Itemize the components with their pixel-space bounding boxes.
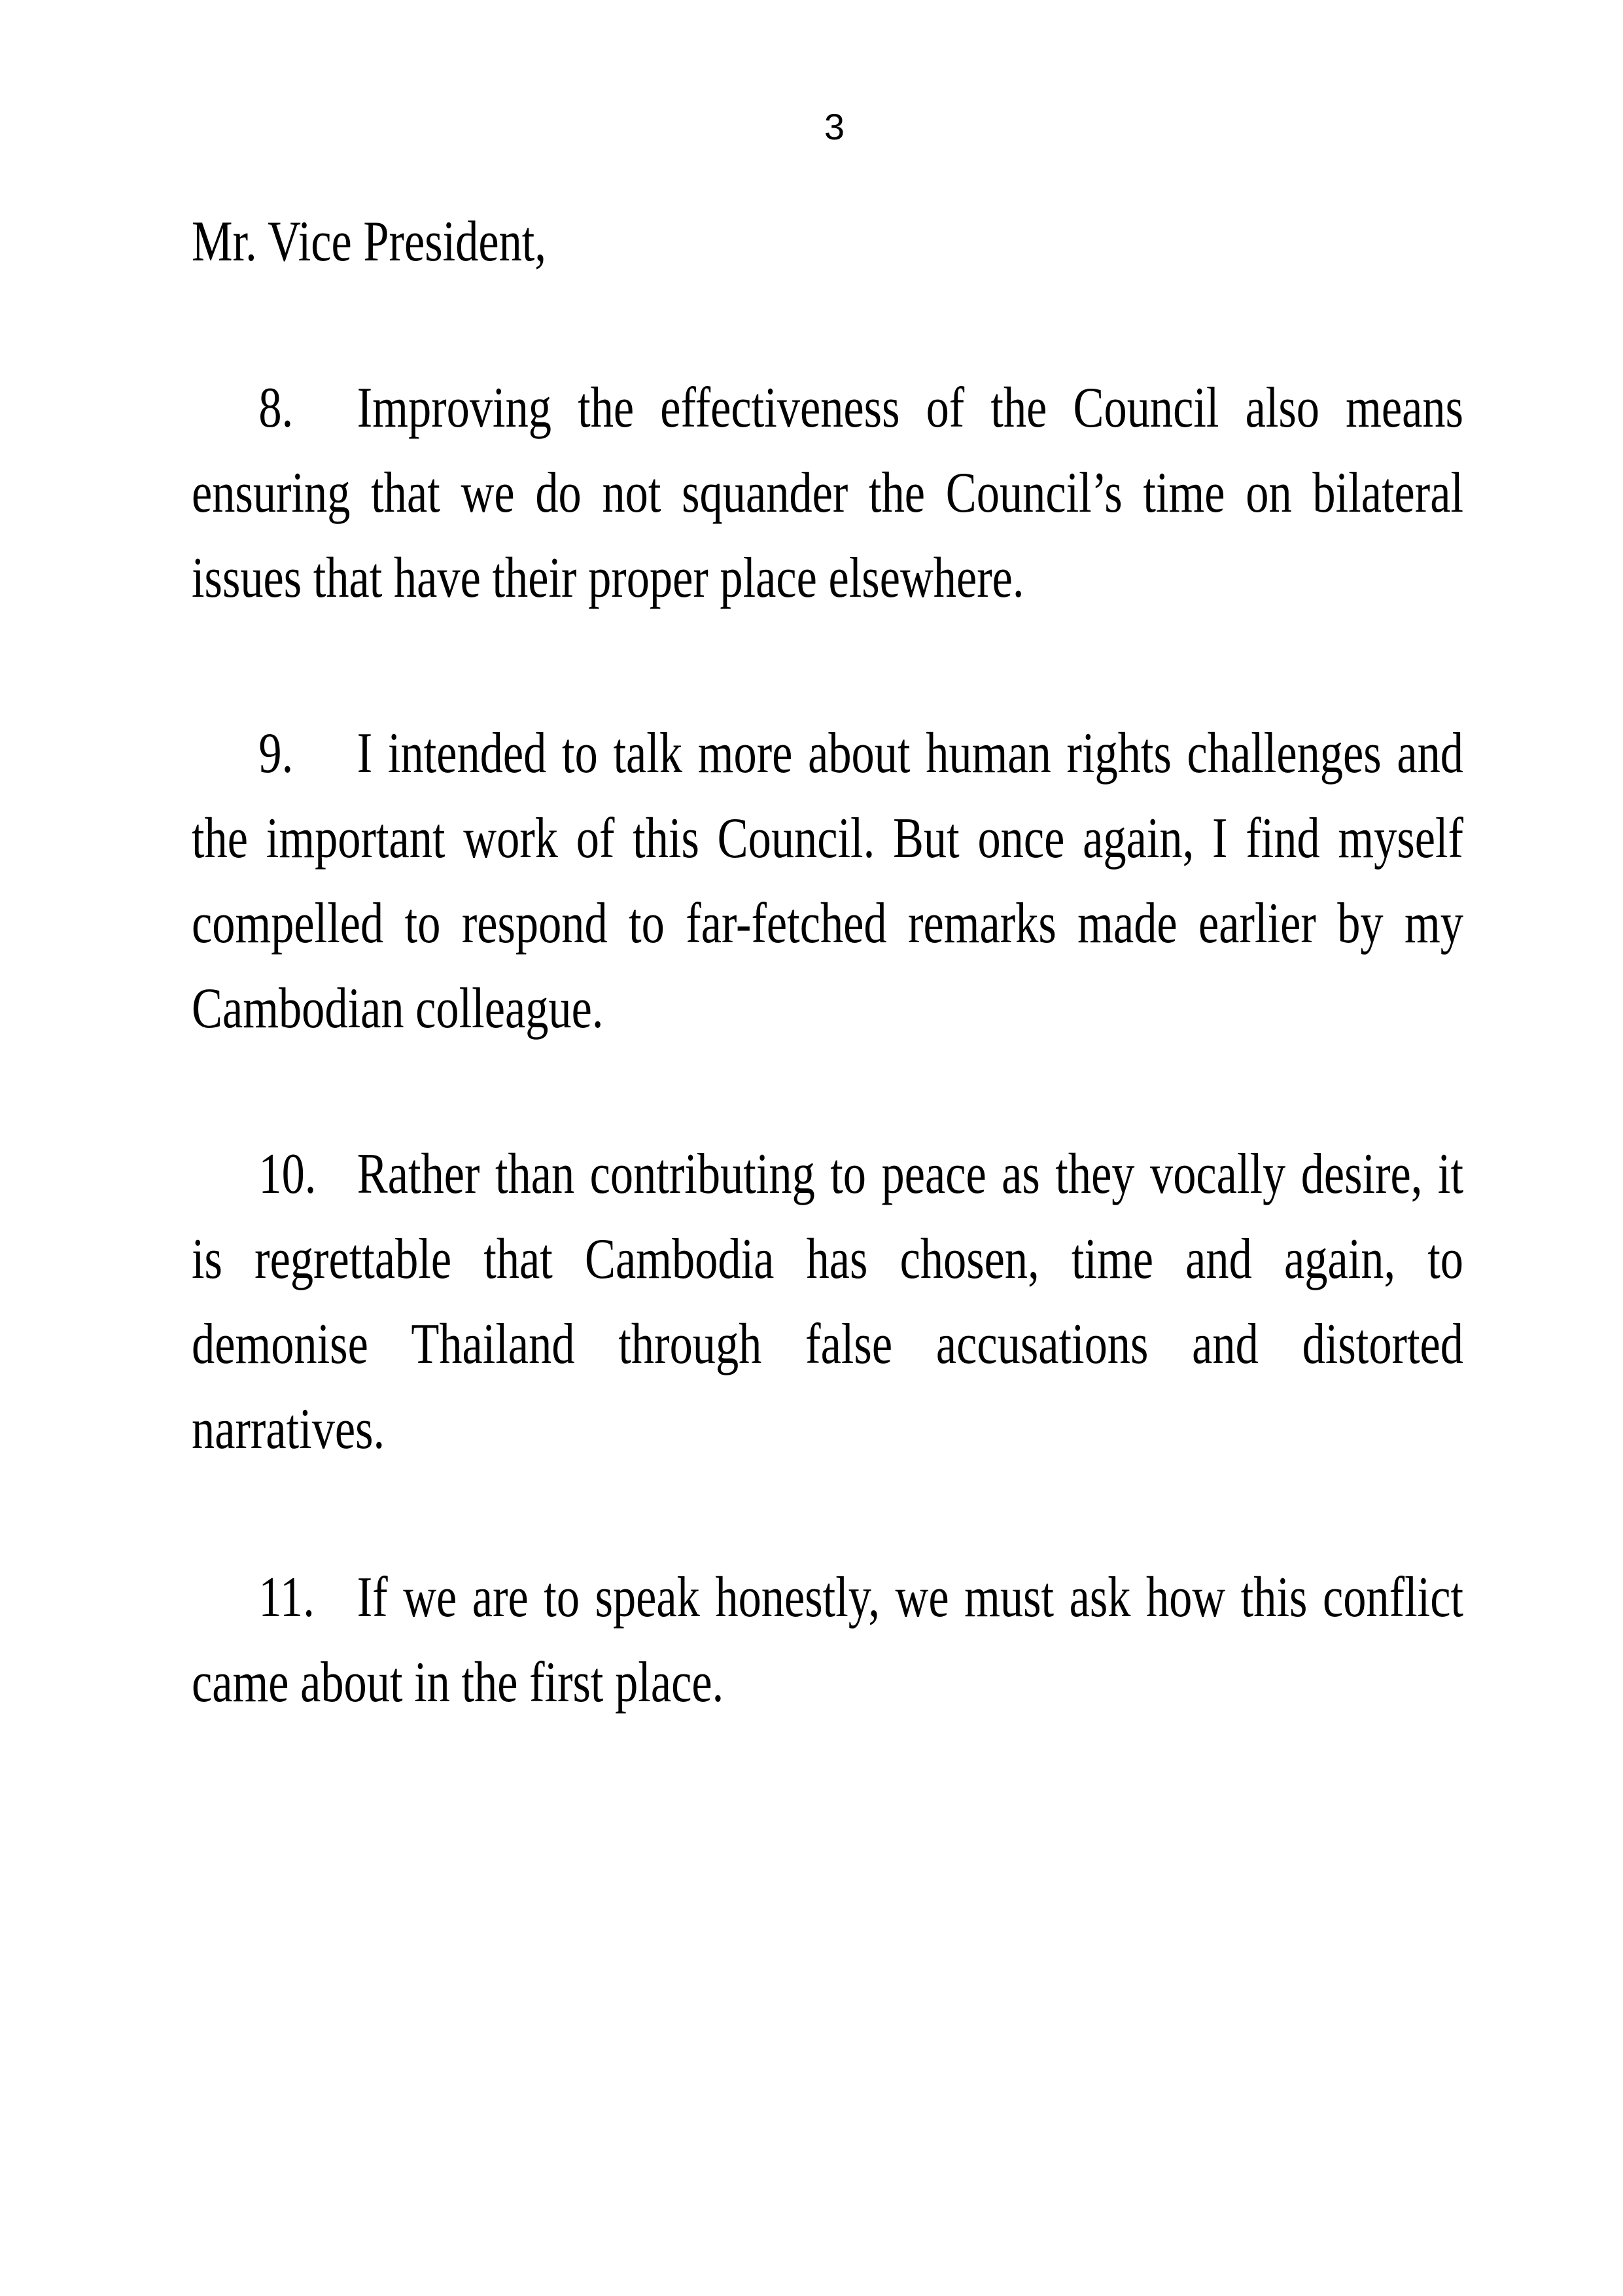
- paragraph: [192, 711, 1463, 1051]
- paragraph-text: Rather than contributing to peace as they vocally desire, it is regrettable that Cambodia has chosen, time and again, to demonise Thailand through false accusations and distorted narratives.: [192, 1142, 1463, 1461]
- paragraph: [192, 1555, 1463, 1725]
- paragraph-number: 11.: [258, 1566, 315, 1629]
- document-body: [192, 150, 1463, 1725]
- paragraph-text: Improving the effectiveness of the Council also means ensuring that we do not squander the Council’s time on bilateral issues that have their proper place elsewhere.: [192, 376, 1463, 610]
- paragraph-text: If we are to speak honestly, we must ask how this conflict came about in the first place.: [192, 1566, 1463, 1714]
- paragraph-text: I intended to talk more about human rights challenges and the important work of this Council. But once again, I find myself compelled to respond to far-fetched remarks made earlier by my Cambodian colleague.: [192, 722, 1463, 1040]
- paragraph: [192, 366, 1463, 621]
- page-number: [0, 104, 1623, 150]
- paragraph: [192, 1132, 1463, 1472]
- page-number-text: 3: [824, 106, 845, 147]
- paragraph-number: 8.: [258, 376, 294, 440]
- paragraph-number: 10.: [258, 1142, 317, 1206]
- paragraph-number: 9.: [258, 722, 294, 785]
- greeting: Mr. Vice President,: [192, 210, 546, 274]
